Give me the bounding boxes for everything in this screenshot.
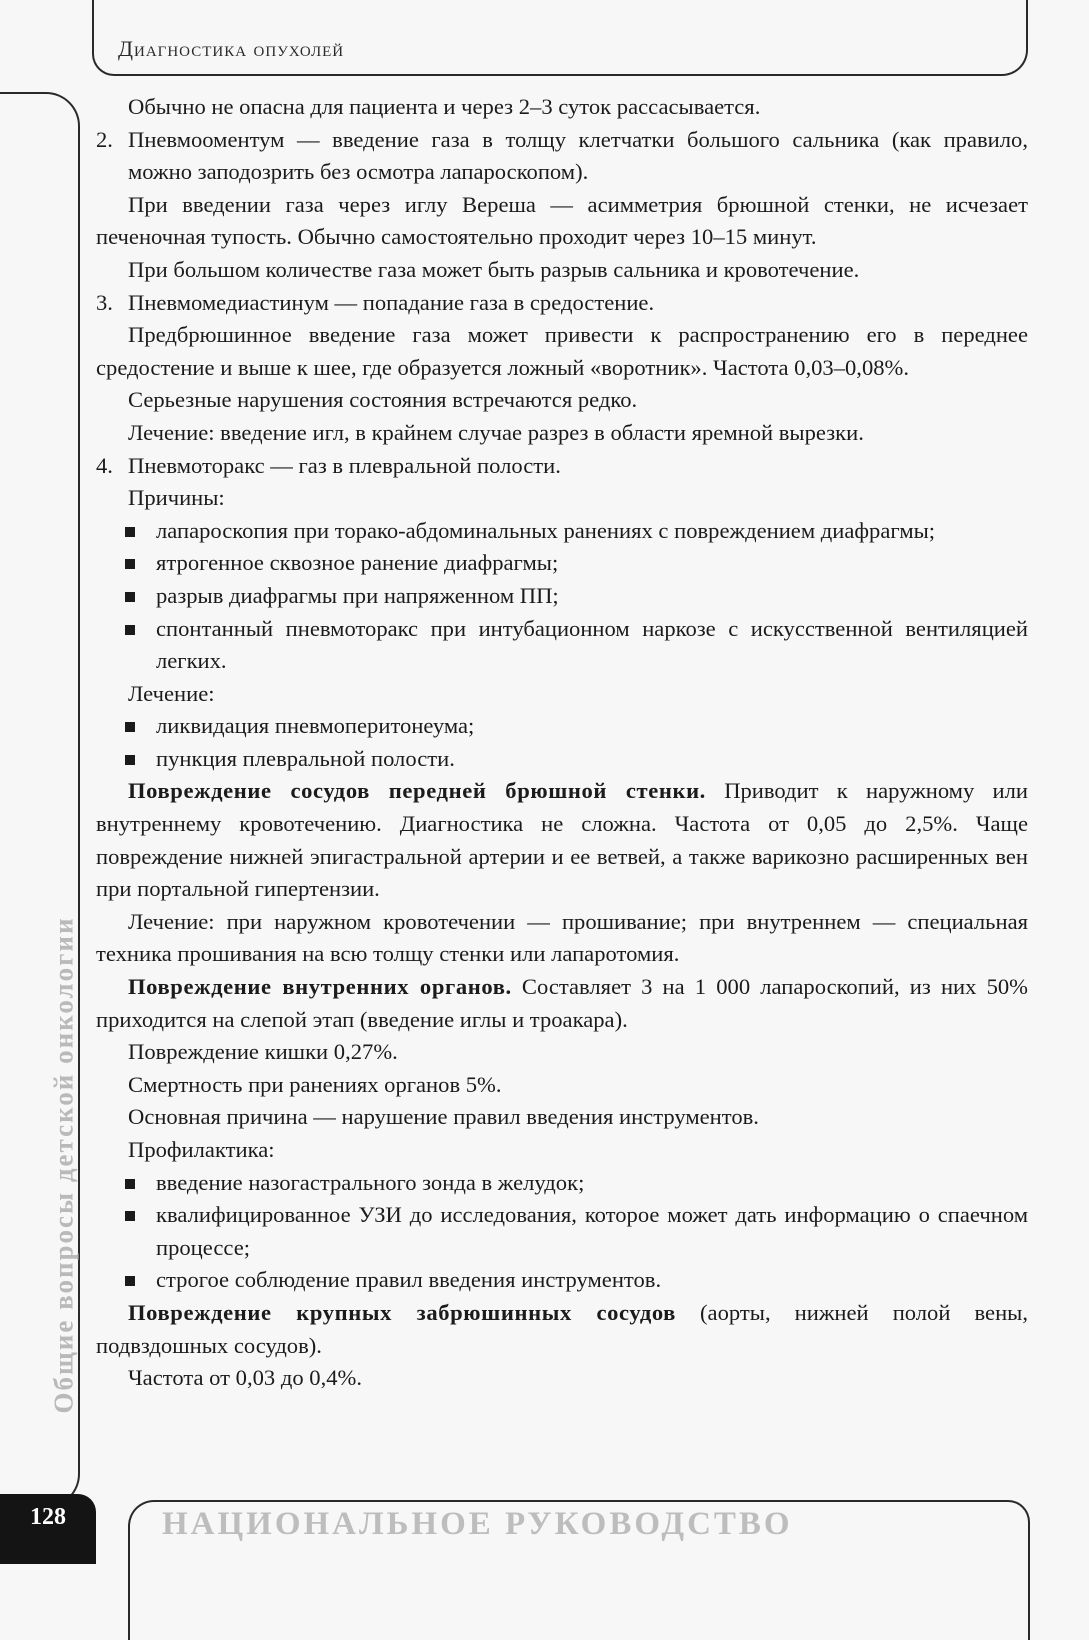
bullet-item bbox=[96, 1264, 1028, 1297]
bullet-text: введение назогастрального зонда в желудок; bbox=[156, 1169, 585, 1195]
paragraph bbox=[96, 775, 1028, 905]
list-label: Профилактика: bbox=[128, 1137, 275, 1162]
bullet-item bbox=[96, 1199, 1028, 1264]
bullet-item bbox=[96, 710, 1028, 743]
bullet-marker bbox=[96, 580, 156, 613]
item-text: Пневмомедиастинум — попадание газа в средостение. bbox=[128, 289, 655, 315]
bullet-marker bbox=[96, 1167, 156, 1200]
side-vertical-title: Общие вопросы детской онкологии bbox=[48, 916, 79, 1414]
numbered-item bbox=[96, 124, 1028, 189]
section-heading: Повреждение крупных забрюшинных сосудов bbox=[128, 1299, 676, 1325]
bullet-text: ликвидация пневмоперитонеума; bbox=[156, 713, 475, 739]
bullet-text: спонтанный пневмоторакс при интубационном наркозе с искусственной вентиляцией легких. bbox=[156, 615, 1028, 674]
bullet-marker bbox=[96, 613, 156, 678]
bullet-text: ятрогенное сквозное ранение диафрагмы; bbox=[156, 550, 559, 576]
paragraph: Частота от 0,03 до 0,4%. bbox=[128, 1365, 363, 1391]
numbered-item bbox=[96, 450, 1028, 483]
section-heading: Повреждение внутренних органов. bbox=[128, 974, 512, 1000]
page-number: 128 bbox=[0, 1494, 96, 1564]
section-text: Приводит к наружному или внутреннему кровотечению. Диагностика не сложна. Частота от 0,05 до 2,5%. Чаще повреждение нижней эпигастральной артерии и ее ветвей, а также варикозно расширенных вен при портальной гипертензии. bbox=[96, 778, 1028, 902]
paragraph: Серьезные нарушения состояния встречаются редко. bbox=[128, 387, 638, 413]
paragraph: Обычно не опасна для пациента и через 2–3 суток рассасывается. bbox=[128, 94, 761, 119]
paragraph: Повреждение кишки 0,27%. bbox=[128, 1039, 398, 1065]
list-label: Причины: bbox=[128, 485, 225, 511]
bullet-text: строгое соблюдение правил введения инструментов. bbox=[156, 1267, 662, 1293]
item-number: 4. bbox=[96, 452, 113, 478]
bullet-marker bbox=[96, 1264, 156, 1297]
numbered-item bbox=[96, 287, 1028, 320]
paragraph bbox=[96, 1297, 1028, 1362]
bullet-marker bbox=[96, 1199, 156, 1264]
page-body bbox=[96, 91, 1028, 1395]
bullet-item bbox=[96, 580, 1028, 613]
paragraph: При введении газа через иглу Вереша — асимметрия брюшной стенки, не исчезает печеночная тупость. Обычно самостоятельно проходит через 10–15 минут. bbox=[96, 191, 1028, 250]
bullet-item bbox=[96, 547, 1028, 580]
item-text: Пневмооментум — введение газа в толщу клетчатки большого сальника (как правило, можно заподозрить без осмотра лапароскопом). bbox=[128, 126, 1028, 185]
paragraph: При большом количестве газа может быть разрыв сальника и кровотечение. bbox=[128, 256, 860, 282]
list-label: Лечение: bbox=[128, 680, 215, 706]
bullet-item bbox=[96, 515, 1028, 548]
bullet-marker bbox=[96, 547, 156, 580]
bullet-marker bbox=[96, 743, 156, 776]
item-number: 2. bbox=[96, 126, 113, 152]
paragraph: Предбрюшинное введение газа может привести к распространению его в переднее средостение и выше к шее, где образуется ложный «воротник». Частота 0,03–0,08%. bbox=[96, 322, 1028, 380]
bullet-item bbox=[96, 1167, 1028, 1200]
section-text: Составляет 3 на 1 000 лапароскопий, из них 50% приходится на слепой этап (введение иглы и троакара). bbox=[96, 974, 1028, 1032]
bullet-text: пункция плевральной полости. bbox=[156, 745, 455, 771]
bullet-text: квалифицированное УЗИ до исследования, которое может дать информацию о спаечном процессе; bbox=[156, 1202, 1028, 1260]
paragraph: Лечение: введение игл, в крайнем случае разрез в области яремной вырезки. bbox=[128, 419, 864, 445]
paragraph: Основная причина — нарушение правил введения инструментов. bbox=[128, 1104, 759, 1130]
bullet-text: разрыв диафрагмы при напряженном ПП; bbox=[156, 582, 559, 608]
paragraph: Лечение: при наружном кровотечении — прошивание; при внутреннем — специальная техника прошивания на всю толщу стенки или лапаротомия. bbox=[96, 908, 1028, 967]
item-text: Пневмоторакс — газ в плевральной полости. bbox=[128, 452, 561, 478]
paragraph: Смертность при ранениях органов 5%. bbox=[128, 1071, 502, 1097]
running-head: Диагностика опухолей bbox=[118, 36, 345, 61]
item-number: 3. bbox=[96, 289, 113, 315]
section-text: (аорты, нижней полой вены, подвздошных сосудов). bbox=[96, 1299, 1028, 1358]
paragraph bbox=[96, 971, 1028, 1036]
section-heading: Повреждение сосудов передней брюшной стенки. bbox=[128, 778, 706, 804]
bullet-item bbox=[96, 613, 1028, 678]
bullet-item bbox=[96, 743, 1028, 776]
bullet-text: лапароскопия при торако-абдоминальных ранениях с повреждением диафрагмы; bbox=[156, 517, 936, 543]
bullet-marker bbox=[96, 710, 156, 743]
bullet-marker bbox=[96, 515, 156, 548]
footer-title: НАЦИОНАЛЬНОЕ РУКОВОДСТВО bbox=[162, 1506, 793, 1542]
